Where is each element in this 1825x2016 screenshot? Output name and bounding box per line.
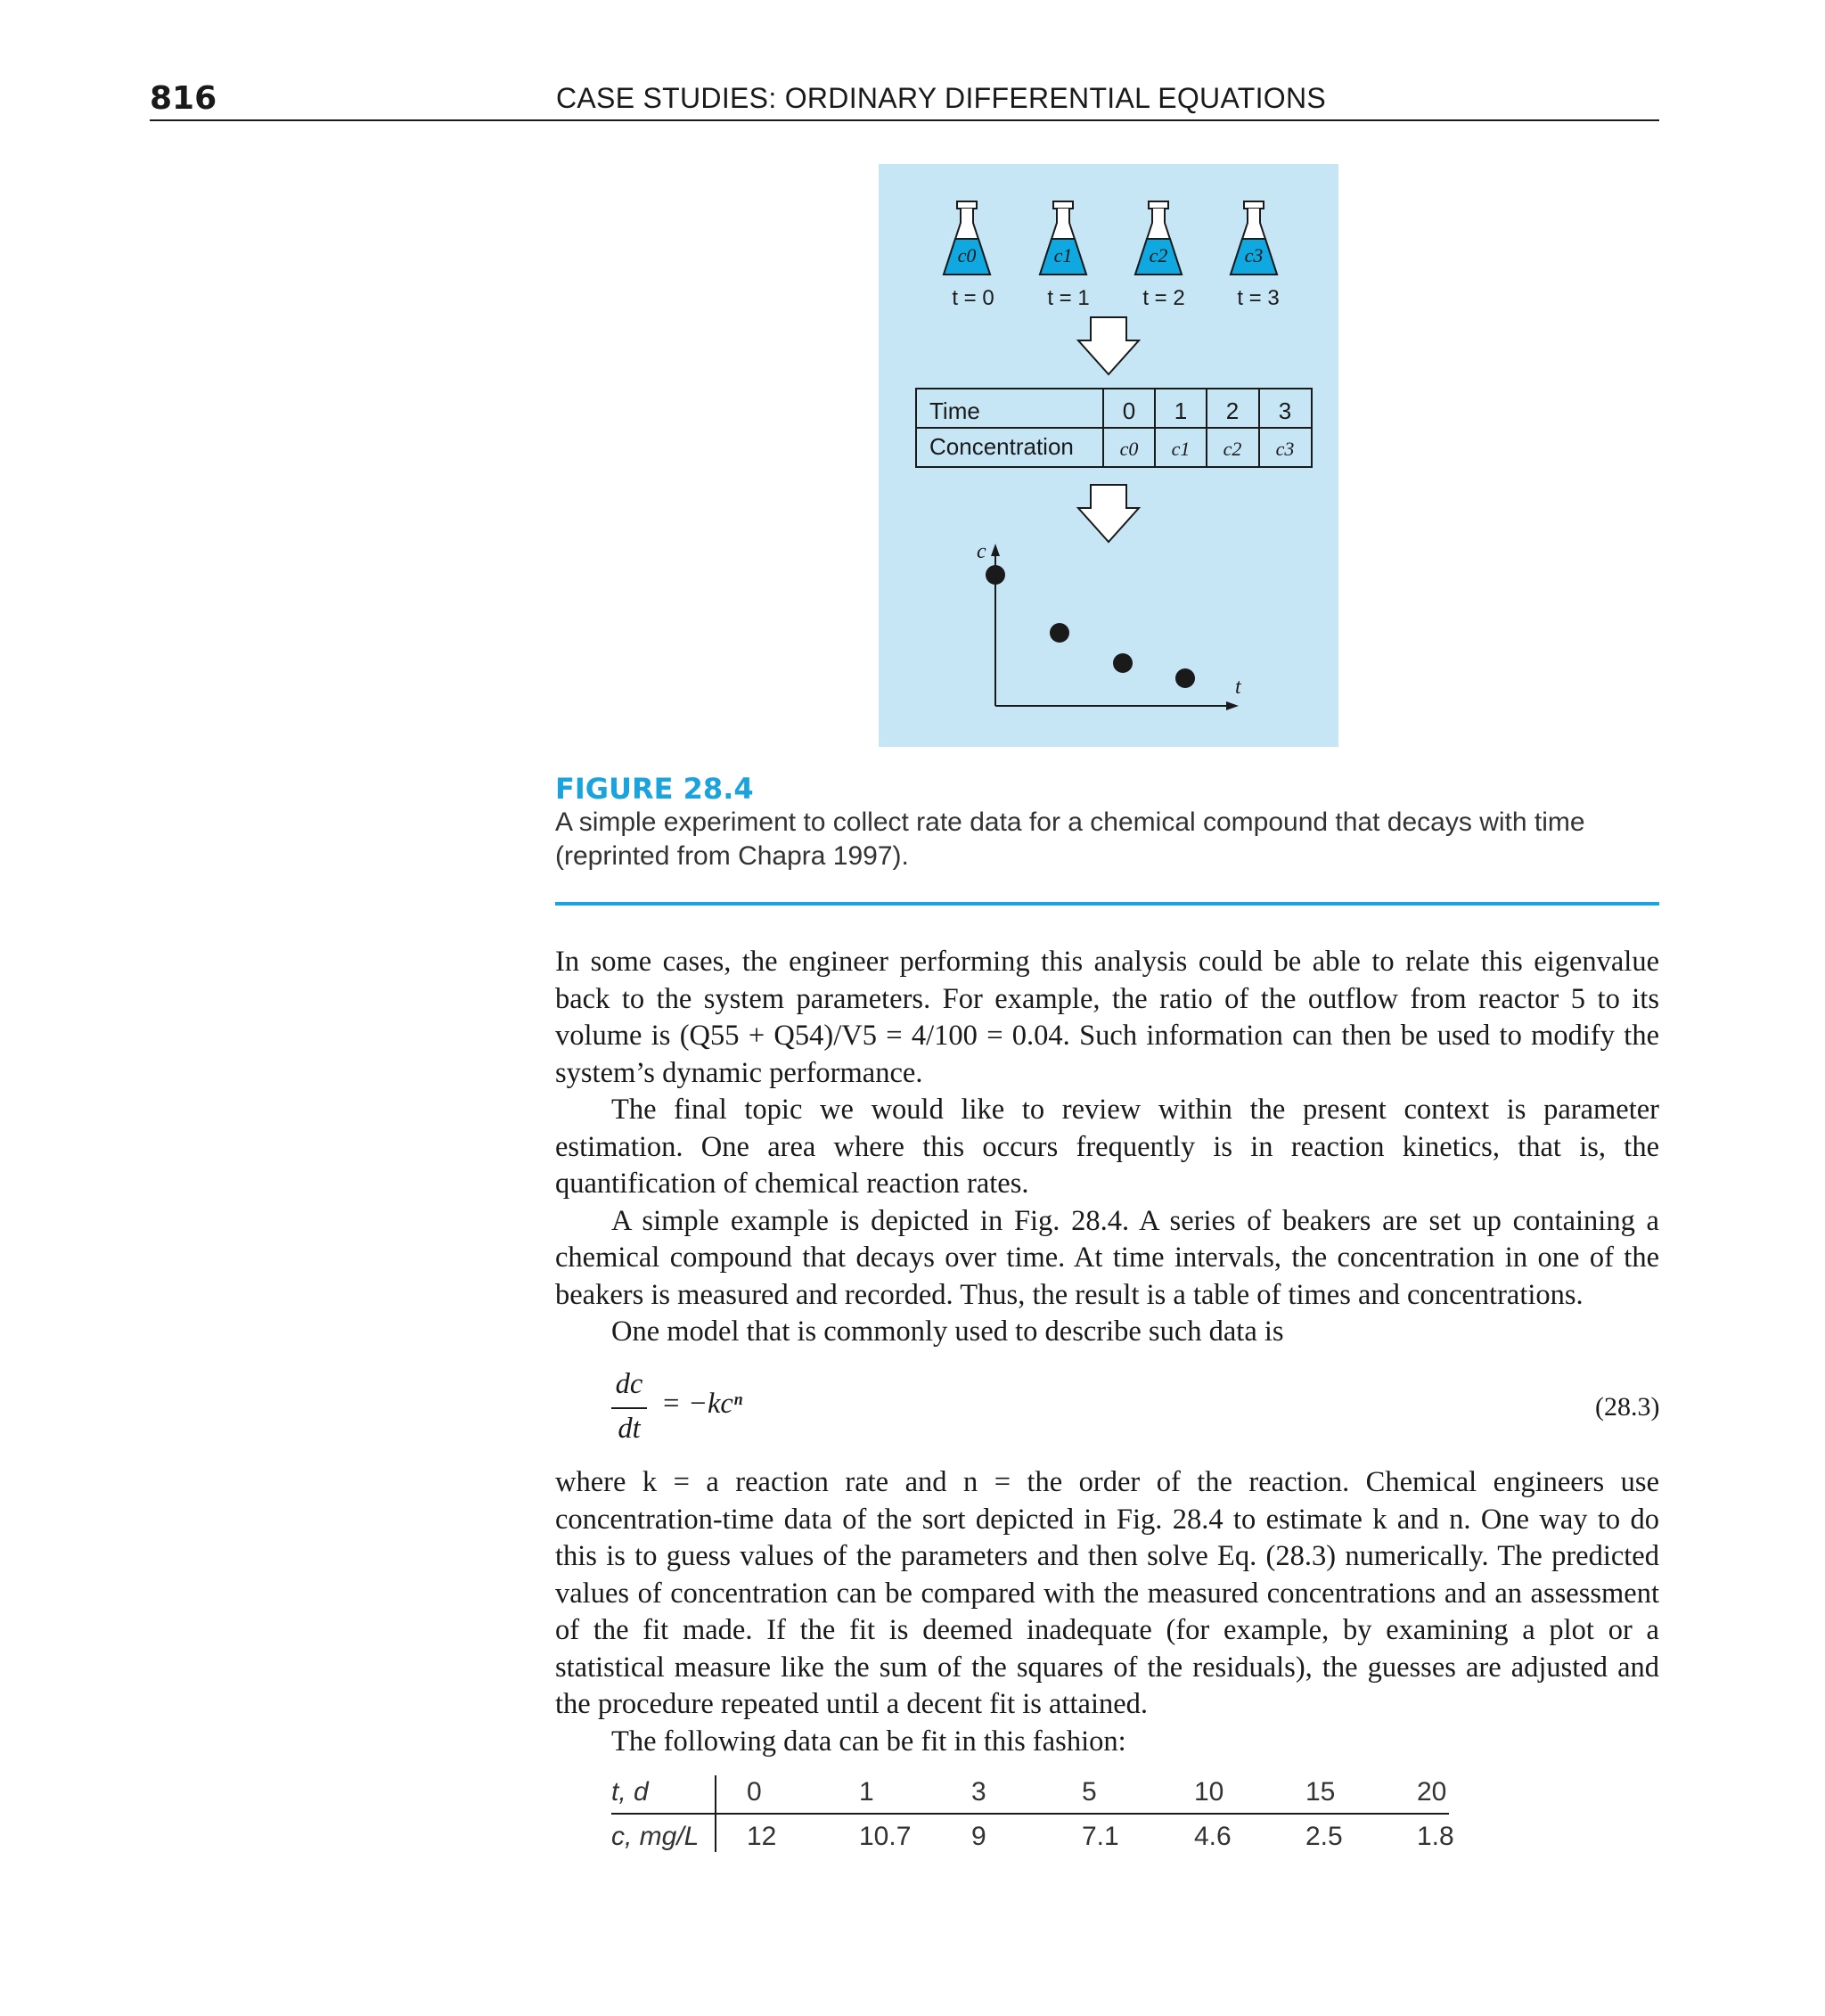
- table-rule: [715, 1775, 716, 1852]
- table-cell: 1: [859, 1777, 874, 1807]
- table-cell: 3: [971, 1777, 986, 1807]
- beaker-label: c3: [1244, 244, 1264, 266]
- svg-text:1: 1: [1174, 397, 1188, 424]
- figure-title: FIGURE 28.4: [555, 772, 754, 806]
- table-cell: 0: [747, 1777, 762, 1807]
- equation-rhs: = −kcⁿ: [661, 1388, 743, 1420]
- x-axis-label: t: [1235, 676, 1241, 699]
- equation-number: (28.3): [1595, 1392, 1660, 1422]
- svg-text:Concentration: Concentration: [929, 433, 1074, 460]
- body-text-lower: [555, 1464, 1659, 1760]
- paragraph: The final topic we would like to review within the present context is parameter estimation. One area where this occurs frequently is in reaction kinetics, that is, the quantification of chemical reaction rates.: [555, 1094, 1659, 1200]
- figure-table: [916, 389, 1312, 467]
- paragraph: where k = a reaction rate and n = the order of the reaction. Chemical engineers use concentration-time data of the sort depicted in Fig. 28.4 to estimate k and n. One way to do this is to guess values of the parameters and then solve Eq. (28.3) numerically. The predicted values of concentration can be compared with the measured concentrations and an assessment of the fit made. If the fit is deemed inadequate (for example, by examining a plot or a statistical measure like the sum of the squares of the residuals), the guesses are adjusted and the procedure repeated until a decent fit is attained.: [555, 1466, 1659, 1720]
- svg-text:c3: c3: [1275, 438, 1295, 460]
- svg-text:Time: Time: [929, 397, 980, 424]
- figure-divider: [555, 902, 1659, 906]
- table-cell: 12: [747, 1822, 777, 1851]
- x-axis-arrow-icon: [1226, 701, 1239, 710]
- table-cell: 1.8: [1417, 1822, 1454, 1851]
- page-number: 816: [150, 80, 217, 117]
- body-text-upper: [555, 944, 1659, 1351]
- paragraph: In some cases, the engineer performing this analysis could be able to relate this eigenvalue back to the system parameters. For example, the ratio of the outflow from reactor 5 to its volume is (Q55 + Q54)/V5 = 4/100 = 0.04. Such information can then be used to modify the system’s dynamic performance.: [555, 946, 1659, 1089]
- svg-text:c2: c2: [1223, 438, 1242, 460]
- equation-fraction: dc dt: [611, 1368, 647, 1448]
- table-row-label: c, mg/L: [611, 1822, 700, 1851]
- svg-text:3: 3: [1278, 397, 1292, 424]
- svg-text:c1: c1: [1171, 438, 1191, 460]
- figure-caption: A simple experiment to collect rate data for a chemical compound that decays with time (reprinted from Chapra 1997).: [555, 807, 1585, 871]
- data-point: [1050, 623, 1069, 643]
- figure-panel: [879, 164, 1338, 747]
- beaker-label: c1: [1053, 244, 1073, 266]
- running-head: CASE STUDIES: ORDINARY DIFFERENTIAL EQUATIONS: [556, 82, 1327, 114]
- time-label: t = 2: [1142, 286, 1185, 310]
- svg-text:0: 0: [1122, 397, 1136, 424]
- decay-plot: [977, 540, 1242, 710]
- table-cell: 2.5: [1305, 1822, 1343, 1851]
- beaker-label: c0: [957, 244, 977, 266]
- time-label: t = 1: [1047, 286, 1090, 310]
- time-label: t = 3: [1237, 286, 1280, 310]
- table-cell: 10.7: [859, 1822, 912, 1851]
- down-arrow-icon: [1078, 317, 1139, 374]
- svg-text:2: 2: [1225, 397, 1240, 424]
- paragraph: One model that is commonly used to describe such data is: [611, 1315, 1284, 1348]
- y-axis-label: c: [977, 540, 986, 563]
- figure-illustration: [879, 164, 1338, 747]
- y-axis-arrow-icon: [991, 544, 1000, 556]
- table-cell: 15: [1305, 1777, 1336, 1807]
- table-cell: 10: [1194, 1777, 1224, 1807]
- beaker-0: [944, 201, 990, 275]
- table-cell: 5: [1082, 1777, 1097, 1807]
- page-header: [150, 77, 1659, 121]
- data-point: [986, 565, 1005, 585]
- data-point: [1175, 668, 1195, 688]
- table-rule: [611, 1813, 1449, 1815]
- data-point: [1113, 653, 1133, 673]
- paragraph: The following data can be fit in this fashion:: [611, 1725, 1126, 1758]
- table-row-label: t, d: [611, 1777, 649, 1807]
- table-cell: 20: [1417, 1777, 1447, 1807]
- table-cell: 4.6: [1194, 1822, 1232, 1851]
- beaker-3: [1231, 201, 1277, 275]
- svg-text:c0: c0: [1119, 438, 1139, 460]
- data-table: [611, 1774, 1454, 1863]
- beaker-label: c2: [1149, 244, 1168, 266]
- down-arrow-icon: [1078, 485, 1139, 542]
- beaker-2: [1135, 201, 1182, 275]
- paragraph: A simple example is depicted in Fig. 28.4. A series of beakers are set up containing a chemical compound that decays over time. At time intervals, the concentration in one of the beakers is measured and recorded. Thus, the result is a table of times and concentrations.: [555, 1204, 1659, 1311]
- table-cell: 9: [971, 1822, 986, 1851]
- beaker-1: [1040, 201, 1086, 275]
- table-cell: 7.1: [1082, 1822, 1119, 1851]
- time-label: t = 0: [952, 286, 994, 310]
